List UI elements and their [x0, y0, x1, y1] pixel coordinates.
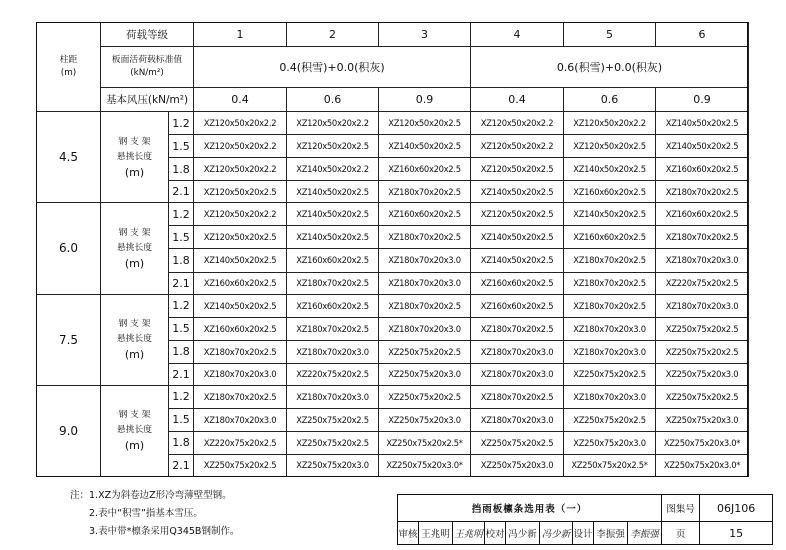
wind-value-5: 0.6 — [564, 88, 656, 112]
purlin-spec-cell: XZ250x75x20x3.0 — [656, 408, 749, 431]
purlin-spec-cell: XZ140x50x20x2.5 — [564, 203, 656, 226]
purlin-spec-cell: XZ180x70x20x2.5 — [656, 181, 749, 203]
overhang-label-line: 钢 支 架 — [118, 319, 151, 330]
purlin-spec-cell: XZ120x50x20x2.2 — [194, 158, 287, 181]
purlin-spec-cell: XZ250x75x20x2.5 — [287, 431, 379, 454]
purlin-spec-cell: XZ250x75x20x3.0* — [379, 454, 471, 476]
span-value: 7.5 — [37, 294, 101, 385]
table-outer-frame — [36, 22, 748, 477]
span-value: 9.0 — [37, 385, 101, 476]
page-number: 15 — [700, 522, 773, 545]
purlin-spec-cell: XZ220x75x20x2.5 — [656, 272, 749, 294]
purlin-spec-cell: XZ160x60x20x2.5 — [656, 203, 749, 226]
purlin-spec-cell: XZ180x70x20x3.0 — [194, 363, 287, 385]
purlin-spec-cell: XZ160x60x20x2.5 — [564, 226, 656, 249]
purlin-spec-cell: XZ220x75x20x2.5 — [194, 431, 287, 454]
purlin-spec-cell: XZ180x70x20x2.5 — [564, 272, 656, 294]
purlin-spec-cell: XZ180x70x20x3.0 — [471, 340, 564, 363]
purlin-spec-cell: XZ180x70x20x2.5 — [379, 226, 471, 249]
note-2: 2.表中“积雪”指基本雪压。 — [89, 508, 203, 519]
purlin-spec-cell: XZ180x70x20x3.0 — [471, 363, 564, 385]
purlin-spec-cell: XZ160x60x20x2.5 — [471, 272, 564, 294]
purlin-spec-cell: XZ120x50x20x2.2 — [194, 135, 287, 158]
purlin-spec-cell: XZ140x50x20x2.5 — [287, 203, 379, 226]
overhang-label-line: 悬挑长度 — [116, 425, 153, 436]
purlin-spec-cell: XZ250x75x20x3.0 — [471, 454, 564, 476]
live-load-label-text: 板面活荷载标准值 — [111, 55, 183, 66]
purlin-spec-cell: XZ140x50x20x2.5 — [471, 249, 564, 272]
purlin-spec-cell: XZ160x60x20x2.5 — [287, 294, 379, 317]
purlin-spec-cell: XZ140x50x20x2.5 — [194, 249, 287, 272]
purlin-spec-cell: XZ160x60x20x2.5 — [656, 158, 749, 181]
purlin-spec-cell: XZ160x60x20x2.5 — [379, 203, 471, 226]
atlas-number: 06J106 — [700, 495, 773, 522]
design-signature: 李振强 — [628, 522, 662, 545]
overhang-value: 1.8 — [169, 249, 194, 272]
purlin-spec-cell: XZ180x70x20x3.0 — [471, 408, 564, 431]
purlin-spec-cell: XZ180x70x20x3.0 — [194, 408, 287, 431]
purlin-spec-cell: XZ160x60x20x2.5 — [287, 249, 379, 272]
overhang-value: 1.8 — [169, 340, 194, 363]
purlin-spec-cell: XZ250x75x20x2.5 — [564, 363, 656, 385]
purlin-spec-cell: XZ180x70x20x3.0 — [564, 317, 656, 340]
purlin-spec-cell: XZ120x50x20x2.5 — [379, 112, 471, 135]
purlin-spec-cell: XZ140x50x20x2.5 — [471, 181, 564, 203]
span-value: 6.0 — [37, 203, 101, 294]
note-3: 3.表中带*檩条采用Q345B钢制作。 — [89, 526, 240, 537]
review-signature: 王兆明 — [453, 522, 485, 545]
purlin-spec-cell: XZ250x75x20x3.0 — [379, 363, 471, 385]
purlin-spec-cell: XZ250x75x20x2.5* — [564, 454, 656, 476]
overhang-label-line: 钢 支 架 — [118, 410, 151, 421]
live-load-label-unit: (kN/m²) — [130, 68, 164, 79]
purlin-spec-cell: XZ180x70x20x2.5 — [379, 294, 471, 317]
purlin-spec-cell: XZ120x50x20x2.5 — [287, 135, 379, 158]
wind-pressure-label: 基本风压(kN/m²) — [101, 88, 194, 112]
title-block — [397, 494, 773, 545]
wind-value-6: 0.9 — [656, 88, 749, 112]
purlin-spec-cell: XZ180x70x20x2.5 — [287, 272, 379, 294]
purlin-spec-cell: XZ180x70x20x3.0 — [379, 272, 471, 294]
purlin-spec-cell: XZ220x75x20x2.5 — [287, 363, 379, 385]
overhang-value: 1.8 — [169, 158, 194, 181]
purlin-spec-cell: XZ120x50x20x2.5 — [194, 226, 287, 249]
purlin-spec-cell: XZ180x70x20x2.5 — [564, 249, 656, 272]
purlin-spec-cell: XZ180x70x20x2.5 — [194, 340, 287, 363]
purlin-spec-cell: XZ120x50x20x2.5 — [564, 135, 656, 158]
purlin-spec-cell: XZ140x50x20x2.5 — [379, 135, 471, 158]
purlin-spec-cell: XZ140x50x20x2.5 — [194, 294, 287, 317]
grade-1: 1 — [194, 23, 287, 47]
purlin-spec-cell: XZ180x70x20x3.0 — [287, 385, 379, 408]
purlin-spec-cell: XZ180x70x20x2.5 — [564, 294, 656, 317]
purlin-spec-cell: XZ180x70x20x3.0 — [379, 249, 471, 272]
purlin-spec-cell: XZ250x75x20x2.5 — [656, 340, 749, 363]
purlin-spec-cell: XZ250x75x20x3.0 — [564, 431, 656, 454]
check-signature: 冯少新 — [540, 522, 573, 545]
purlin-spec-cell: XZ120x50x20x2.2 — [194, 112, 287, 135]
load-grade-label: 荷载等级 — [101, 23, 194, 47]
purlin-spec-cell: XZ160x60x20x2.5 — [194, 317, 287, 340]
span-header-unit: (m) — [60, 68, 77, 79]
overhang-label-line: 悬挑长度 — [116, 242, 153, 253]
overhang-value: 2.1 — [169, 181, 194, 203]
atlas-label: 图集号 — [662, 495, 700, 522]
wind-value-2: 0.6 — [287, 88, 379, 112]
purlin-spec-cell: XZ250x75x20x2.5 — [656, 385, 749, 408]
note-1: 注：1.XZ为斜卷边Z形冷弯薄壁型钢。 — [70, 490, 232, 501]
purlin-spec-cell: XZ120x50x20x2.5 — [471, 203, 564, 226]
purlin-spec-cell: XZ250x75x20x3.0* — [656, 454, 749, 476]
purlin-spec-cell: XZ160x60x20x2.5 — [471, 294, 564, 317]
page-label: 页 — [662, 522, 700, 545]
grade-6: 6 — [656, 23, 749, 47]
check-label: 校对 — [485, 522, 506, 545]
check-name: 冯少新 — [506, 522, 540, 545]
overhang-value: 1.2 — [169, 203, 194, 226]
overhang-label-line: 悬挑长度 — [116, 334, 153, 345]
purlin-spec-cell: XZ120x50x20x2.2 — [287, 112, 379, 135]
overhang-value: 1.8 — [169, 431, 194, 454]
purlin-spec-cell: XZ250x75x20x2.5 — [471, 431, 564, 454]
span-header-label: 柱距 — [59, 55, 78, 66]
purlin-spec-cell: XZ250x75x20x2.5 — [656, 317, 749, 340]
wind-value-4: 0.4 — [471, 88, 564, 112]
overhang-value: 2.1 — [169, 272, 194, 294]
overhang-label-line: (m) — [124, 256, 145, 270]
grade-4: 4 — [471, 23, 564, 47]
wind-value-3: 0.9 — [379, 88, 471, 112]
wind-value-1: 0.4 — [194, 88, 287, 112]
purlin-spec-cell: XZ120x50x20x2.5 — [471, 158, 564, 181]
notes — [70, 487, 239, 541]
purlin-spec-cell: XZ180x70x20x3.0 — [287, 340, 379, 363]
overhang-label-line: (m) — [124, 165, 145, 179]
overhang-value: 1.2 — [169, 112, 194, 135]
overhang-value: 1.5 — [169, 135, 194, 158]
overhang-label-line: 钢 支 架 — [118, 227, 151, 238]
overhang-value: 1.2 — [169, 294, 194, 317]
purlin-spec-cell: XZ120x50x20x2.2 — [564, 112, 656, 135]
drawing-title: 挡雨板檩条选用表（一） — [398, 495, 662, 522]
design-name: 李振强 — [594, 522, 628, 545]
overhang-value: 2.1 — [169, 454, 194, 476]
purlin-spec-cell: XZ180x70x20x2.5 — [471, 385, 564, 408]
purlin-spec-cell: XZ250x75x20x2.5 — [379, 340, 471, 363]
purlin-spec-cell: XZ180x70x20x2.5 — [379, 181, 471, 203]
grade-2: 2 — [287, 23, 379, 47]
live-load-group-1: 0.4(积雪)+0.0(积灰) — [194, 47, 471, 88]
purlin-spec-cell: XZ120x50x20x2.2 — [471, 135, 564, 158]
span-value: 4.5 — [37, 112, 101, 203]
purlin-spec-cell: XZ250x75x20x2.5 — [564, 408, 656, 431]
purlin-spec-cell: XZ250x75x20x2.5* — [379, 431, 471, 454]
live-load-group-2: 0.6(积雪)+0.0(积灰) — [471, 47, 749, 88]
purlin-spec-cell: XZ160x60x20x2.5 — [379, 158, 471, 181]
purlin-spec-cell: XZ250x75x20x3.0 — [656, 363, 749, 385]
grade-3: 3 — [379, 23, 471, 47]
purlin-spec-cell: XZ180x70x20x2.5 — [471, 317, 564, 340]
purlin-spec-cell: XZ180x70x20x2.5 — [194, 385, 287, 408]
overhang-value: 1.2 — [169, 385, 194, 408]
purlin-spec-cell: XZ180x70x20x3.0 — [656, 294, 749, 317]
purlin-spec-cell: XZ140x50x20x2.5 — [287, 226, 379, 249]
purlin-spec-cell: XZ250x75x20x3.0 — [379, 408, 471, 431]
purlin-spec-cell: XZ180x70x20x3.0 — [656, 249, 749, 272]
overhang-label-line: 悬挑长度 — [116, 151, 153, 162]
purlin-spec-cell: XZ140x50x20x2.5 — [656, 112, 749, 135]
purlin-spec-cell: XZ180x70x20x3.0 — [379, 317, 471, 340]
overhang-label-line: (m) — [124, 348, 145, 362]
purlin-spec-cell: XZ250x75x20x3.0 — [287, 454, 379, 476]
purlin-spec-cell: XZ120x50x20x2.2 — [471, 112, 564, 135]
purlin-spec-cell: XZ140x50x20x2.5 — [471, 226, 564, 249]
overhang-label-line: (m) — [124, 439, 145, 453]
purlin-spec-cell: XZ140x50x20x2.5 — [656, 135, 749, 158]
purlin-spec-cell: XZ160x60x20x2.5 — [564, 181, 656, 203]
overhang-label-line: 钢 支 架 — [118, 136, 151, 147]
purlin-spec-cell: XZ140x50x20x2.2 — [287, 158, 379, 181]
purlin-spec-cell: XZ250x75x20x3.0* — [656, 431, 749, 454]
purlin-spec-cell: XZ250x75x20x2.5 — [194, 454, 287, 476]
overhang-value: 1.5 — [169, 317, 194, 340]
purlin-spec-cell: XZ180x70x20x3.0 — [564, 385, 656, 408]
purlin-spec-cell: XZ250x75x20x2.5 — [379, 385, 471, 408]
overhang-value: 1.5 — [169, 226, 194, 249]
overhang-value: 1.5 — [169, 408, 194, 431]
overhang-value: 2.1 — [169, 363, 194, 385]
purlin-spec-cell: XZ120x50x20x2.2 — [194, 203, 287, 226]
purlin-spec-cell: XZ140x50x20x2.5 — [564, 158, 656, 181]
purlin-spec-cell: XZ120x50x20x2.5 — [194, 181, 287, 203]
purlin-spec-cell: XZ250x75x20x2.5 — [287, 408, 379, 431]
purlin-spec-cell: XZ180x70x20x2.5 — [656, 226, 749, 249]
purlin-spec-cell: XZ180x70x20x2.5 — [287, 317, 379, 340]
purlin-spec-cell: XZ180x70x20x3.0 — [564, 340, 656, 363]
purlin-spec-cell: XZ160x60x20x2.5 — [194, 272, 287, 294]
review-name: 王兆明 — [419, 522, 453, 545]
review-label: 审核 — [398, 522, 419, 545]
purlin-spec-cell: XZ140x50x20x2.5 — [287, 181, 379, 203]
grade-5: 5 — [564, 23, 656, 47]
design-label: 设计 — [573, 522, 594, 545]
